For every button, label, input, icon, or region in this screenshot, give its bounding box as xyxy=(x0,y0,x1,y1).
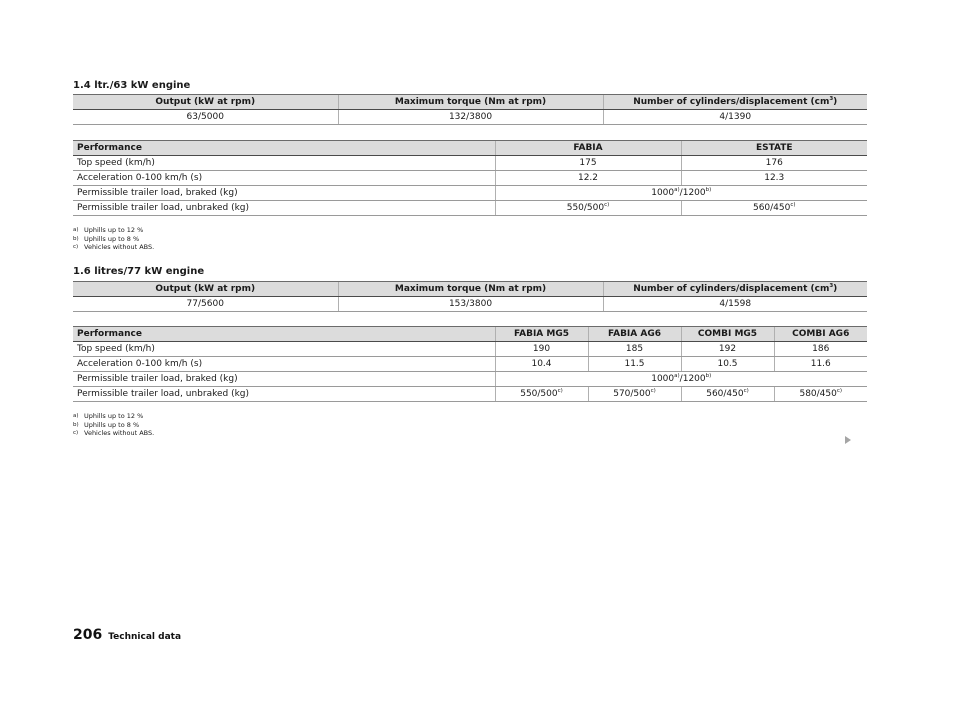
perf-header-row xyxy=(73,141,867,156)
spec-table-1-6 xyxy=(73,281,867,312)
value-cylinders: 4/1390 xyxy=(603,110,867,125)
value-cylinders: 4/1598 xyxy=(603,297,867,312)
header-output: Output (kW at rpm) xyxy=(73,95,338,110)
continued-arrow-icon xyxy=(845,436,851,444)
table-row xyxy=(73,372,867,387)
table-row xyxy=(73,171,867,186)
cell-value-merged: 1000$^{a)}$/1200$^{b)}$ xyxy=(495,186,867,201)
row-label: Permissible trailer load, unbraked (kg) xyxy=(73,387,495,402)
cell-value: 550/500$^{c)}$ xyxy=(495,201,681,216)
header-fabia-mg5: FABIA MG5 xyxy=(495,327,588,342)
spec-value-row xyxy=(73,297,867,312)
row-label: Permissible trailer load, braked (kg) xyxy=(73,186,495,201)
value-output: 63/5000 xyxy=(73,110,338,125)
footer-section-label: Technical data xyxy=(108,632,182,642)
footnote: a) Uphills up to 12 % xyxy=(73,412,144,420)
section-title-1-4: 1.4 ltr./63 kW engine xyxy=(73,80,191,91)
table-row xyxy=(73,201,867,216)
header-estate: ESTATE xyxy=(681,141,867,156)
row-label: Acceleration 0-100 km/h (s) xyxy=(73,171,495,186)
cell-value: 190 xyxy=(495,342,588,357)
cell-value: 12.3 xyxy=(681,171,867,186)
row-label: Top speed (km/h) xyxy=(73,156,495,171)
row-label: Permissible trailer load, unbraked (kg) xyxy=(73,201,495,216)
row-label: Acceleration 0-100 km/h (s) xyxy=(73,357,495,372)
cell-value: 550/500$^{c)}$ xyxy=(495,387,588,402)
cell-value: 192 xyxy=(681,342,774,357)
cell-value: 580/450$^{c)}$ xyxy=(774,387,867,402)
table-row xyxy=(73,357,867,372)
performance-table-1-4 xyxy=(73,140,867,216)
footnote: c) Vehicles without ABS. xyxy=(73,243,155,252)
value-output: 77/5600 xyxy=(73,297,338,312)
footnote: a) Uphills up to 12 % xyxy=(73,226,144,234)
header-torque: Maximum torque (Nm at rpm) xyxy=(338,282,603,297)
header-cylinders: Number of cylinders/displacement $(cm^3)$ xyxy=(603,282,867,297)
header-combi-ag6: COMBI AG6 xyxy=(774,327,867,342)
cell-value: 186 xyxy=(774,342,867,357)
row-label: Top speed (km/h) xyxy=(73,342,495,357)
footnote: b) Uphills up to 8 % xyxy=(73,420,140,429)
footnotes-1-4 xyxy=(73,226,154,252)
performance-table-1-6 xyxy=(73,326,867,402)
spec-value-row xyxy=(73,110,867,125)
header-combi-mg5: COMBI MG5 xyxy=(681,327,774,342)
header-performance: Performance xyxy=(73,141,495,156)
cell-value: 175 xyxy=(495,156,681,171)
table-row xyxy=(73,186,867,201)
value-torque: 153/3800 xyxy=(338,297,603,312)
value-torque: 132/3800 xyxy=(338,110,603,125)
cell-value: 10.4 xyxy=(495,357,588,372)
header-cylinders: Number of cylinders/displacement $(cm^3)$ xyxy=(603,95,867,110)
table-row xyxy=(73,342,867,357)
section-title-1-6: 1.6 litres/77 kW engine xyxy=(73,266,205,277)
table-row xyxy=(73,156,867,171)
cell-value: 570/500$^{c)}$ xyxy=(588,387,681,402)
cell-value: 185 xyxy=(588,342,681,357)
spec-header-row xyxy=(73,95,867,110)
footnotes-1-6 xyxy=(73,412,154,438)
header-output: Output (kW at rpm) xyxy=(73,282,338,297)
header-fabia: FABIA xyxy=(495,141,681,156)
cell-value: 10.5 xyxy=(681,357,774,372)
header-performance: Performance xyxy=(73,327,495,342)
header-fabia-ag6: FABIA AG6 xyxy=(588,327,681,342)
spec-header-row xyxy=(73,282,867,297)
cell-value: 11.5 xyxy=(588,357,681,372)
page-number: 206 xyxy=(73,627,103,643)
cell-value: 11.6 xyxy=(774,357,867,372)
cell-value: 560/450$^{c)}$ xyxy=(681,387,774,402)
spec-table-1-4 xyxy=(73,94,867,125)
row-label: Permissible trailer load, braked (kg) xyxy=(73,372,495,387)
page-footer xyxy=(73,627,181,643)
cell-value: 176 xyxy=(681,156,867,171)
perf-header-row xyxy=(73,327,867,342)
cell-value: 12.2 xyxy=(495,171,681,186)
footnote: c) Vehicles without ABS. xyxy=(73,429,155,438)
cell-value-merged: 1000$^{a)}$/1200$^{b)}$ xyxy=(495,372,867,387)
footnote: b) Uphills up to 8 % xyxy=(73,234,140,243)
table-row xyxy=(73,387,867,402)
header-torque: Maximum torque (Nm at rpm) xyxy=(338,95,603,110)
cell-value: 560/450$^{c)}$ xyxy=(681,201,867,216)
